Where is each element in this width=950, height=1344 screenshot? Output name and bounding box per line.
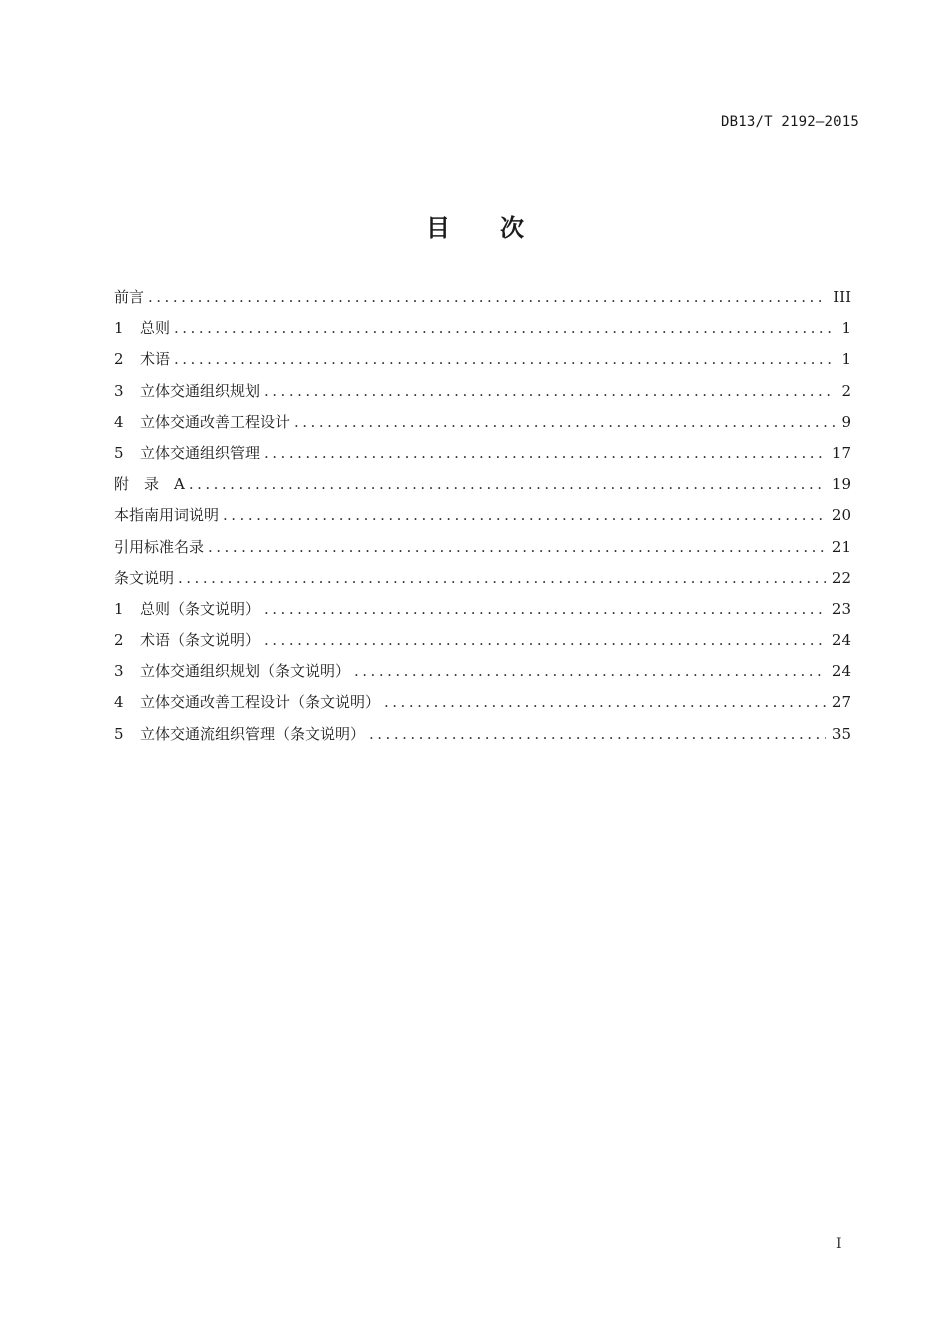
toc-entry-page: 35 [831,724,851,743]
toc-entry-5[interactable] [114,441,851,472]
toc-entry-page: 23 [831,599,851,618]
toc-entry-2[interactable] [114,347,851,378]
toc-entry-explanation[interactable] [114,566,851,597]
toc-leader-dots [264,379,835,403]
toc-entry-number: 5 [114,443,124,462]
toc-leader-dots [148,285,827,309]
toc-entry-explanation-3[interactable] [114,659,851,690]
toc-entry-title: 条文说明 [114,568,175,587]
toc-entry-title: 立体交通组织管理 [140,443,261,462]
toc-entry-title: 总则 [140,319,171,338]
toc-entry-page: III [833,288,851,306]
toc-entry-number: 2 [114,631,124,650]
toc-entry-1[interactable] [114,316,851,347]
toc-entry-title: 立体交通组织规划 [140,381,261,400]
toc-leader-dots [384,690,826,714]
toc-entry-appendix-a[interactable] [114,472,851,503]
toc-entry-wording[interactable] [114,503,851,534]
toc-entry-page: 20 [831,506,851,525]
toc-entry-title: 术语（条文说明） [140,631,261,650]
toc-entry-page: 2 [841,381,851,400]
toc-leader-dots [178,566,826,590]
toc-entry-title: 附 录 A [114,475,185,494]
toc-entry-explanation-2[interactable] [114,628,851,659]
toc-entry-page: 21 [831,537,851,556]
toc-entry-title: 总则（条文说明） [140,599,261,618]
toc-leader-dots [174,316,835,340]
toc-entry-page: 9 [841,412,851,431]
toc-entry-page: 17 [831,443,851,462]
toc-entry-title: 立体交通组织规划（条文说明） [140,662,351,681]
page-title: 目次 [426,214,574,242]
toc-entry-number: 1 [114,599,124,618]
toc-entry-preface[interactable] [114,285,851,316]
toc-entry-page: 24 [831,662,851,681]
toc-entry-number: 2 [114,350,124,369]
toc-leader-dots [223,503,826,527]
toc-entry-title: 引用标准名录 [114,537,205,556]
toc-entry-number: 5 [114,724,124,743]
toc-leader-dots [208,535,826,559]
toc-leader-dots [294,410,835,434]
page-number: I [836,1236,842,1252]
toc-entry-page: 24 [831,631,851,650]
table-of-contents [114,285,851,753]
toc-leader-dots [264,628,826,652]
toc-entry-title: 立体交通改善工程设计（条文说明） [140,693,381,712]
toc-leader-dots [189,472,826,496]
toc-entry-title: 本指南用词说明 [114,506,220,525]
toc-entry-number: 4 [114,693,124,712]
toc-entry-page: 27 [831,693,851,712]
toc-entry-page: 22 [831,568,851,587]
toc-entry-number: 3 [114,662,124,681]
toc-entry-title: 前言 [114,288,145,306]
toc-entry-number: 1 [114,319,124,338]
toc-entry-page: 1 [841,350,851,369]
toc-leader-dots [264,597,826,621]
toc-entry-number: 4 [114,412,124,431]
toc-entry-title: 术语 [140,350,171,369]
toc-leader-dots [369,722,826,746]
toc-entry-page: 1 [841,319,851,338]
toc-entry-explanation-5[interactable] [114,722,851,753]
toc-leader-dots [354,659,826,683]
toc-entry-explanation-1[interactable] [114,597,851,628]
toc-leader-dots [174,347,835,371]
document-code: DB13/T 2192—2015 [720,114,859,130]
toc-entry-title: 立体交通流组织管理（条文说明） [140,724,366,743]
toc-entry-explanation-4[interactable] [114,690,851,721]
toc-entry-3[interactable] [114,379,851,410]
toc-entry-number: 3 [114,381,124,400]
toc-entry-title: 立体交通改善工程设计 [140,412,291,431]
toc-leader-dots [264,441,826,465]
toc-entry-4[interactable] [114,410,851,441]
toc-entry-page: 19 [831,475,851,494]
toc-entry-references[interactable] [114,535,851,566]
